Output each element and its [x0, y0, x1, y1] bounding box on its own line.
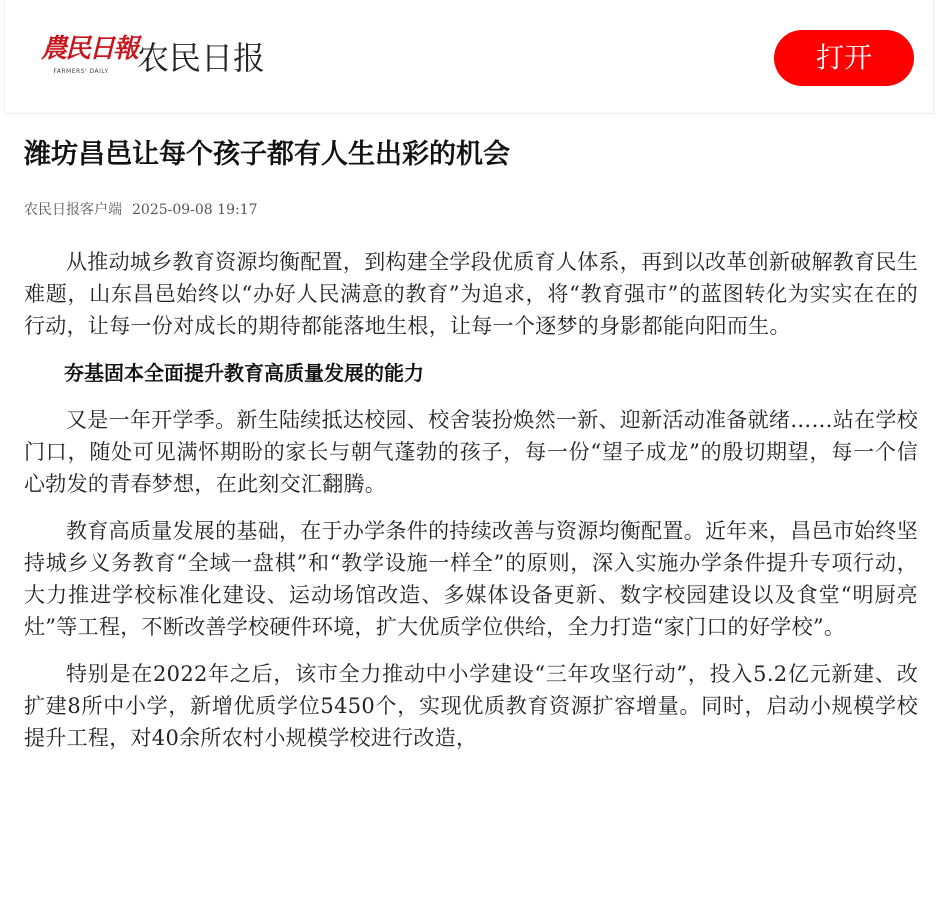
- open-app-button[interactable]: 打开: [774, 30, 914, 86]
- paragraph: 教育高质量发展的基础，在于办学条件的持续改善与资源均衡配置。近年来，昌邑市始终坚持城乡义务教育“全域一盘棋”和“教学设施一样全”的原则，深入实施办学条件提升专项行动，大力推进学校标准化建设、运动场馆改造、多媒体设备更新、数字校园建设以及食堂“明厨亮灶”等工程，不断改善学校硬件环境，扩大优质学位供给，全力打造“家门口的好学校”。: [24, 519, 918, 639]
- logo-calligraphy: 農民日報: [41, 34, 138, 64]
- article: [24, 134, 918, 769]
- farmers-daily-logo[interactable]: [41, 32, 138, 84]
- paragraph: 从推动城乡教育资源均衡配置，到构建全学段优质育人体系，再到以改革创新破解教育民生难题，山东昌邑始终以“办好人民满意的教育”为追求，将“教育强市”的蓝图转化为实实在在的行动，让每一份对成长的期待都能落地生根，让每一个逐梦的身影都能向阳而生。: [24, 250, 918, 338]
- section-heading: 夯基固本全面提升教育高质量发展的能力: [64, 361, 424, 385]
- article-body: [24, 246, 918, 754]
- logo-subtext: FARMERS' DAILY: [53, 68, 109, 75]
- article-title: 潍坊昌邑让每个孩子都有人生出彩的机会: [24, 139, 510, 170]
- article-timestamp: 2025-09-08 19:17: [132, 202, 258, 218]
- article-meta: [24, 200, 918, 220]
- paragraph: 特别是在2022年之后，该市全力推动中小学建设“三年攻坚行动”，投入5.2亿元新建、改扩建8所中小学，新增优质学位5450个，实现优质教育资源扩容增量。同时，启动小规模学校提升工程，对40余所农村小规模学校进行改造，: [24, 662, 918, 750]
- paragraph: 又是一年开学季。新生陆续抵达校园、校舍装扮焕然一新、迎新活动准备就绪……站在学校门口，随处可见满怀期盼的家长与朝气蓬勃的孩子，每一份“望子成龙”的殷切期望，每一个信心勃发的青春梦想，在此刻交汇翻腾。: [24, 408, 918, 496]
- app-name: 农民日报: [137, 39, 266, 77]
- app-banner: [4, 0, 934, 114]
- article-source: 农民日报客户端: [24, 202, 122, 218]
